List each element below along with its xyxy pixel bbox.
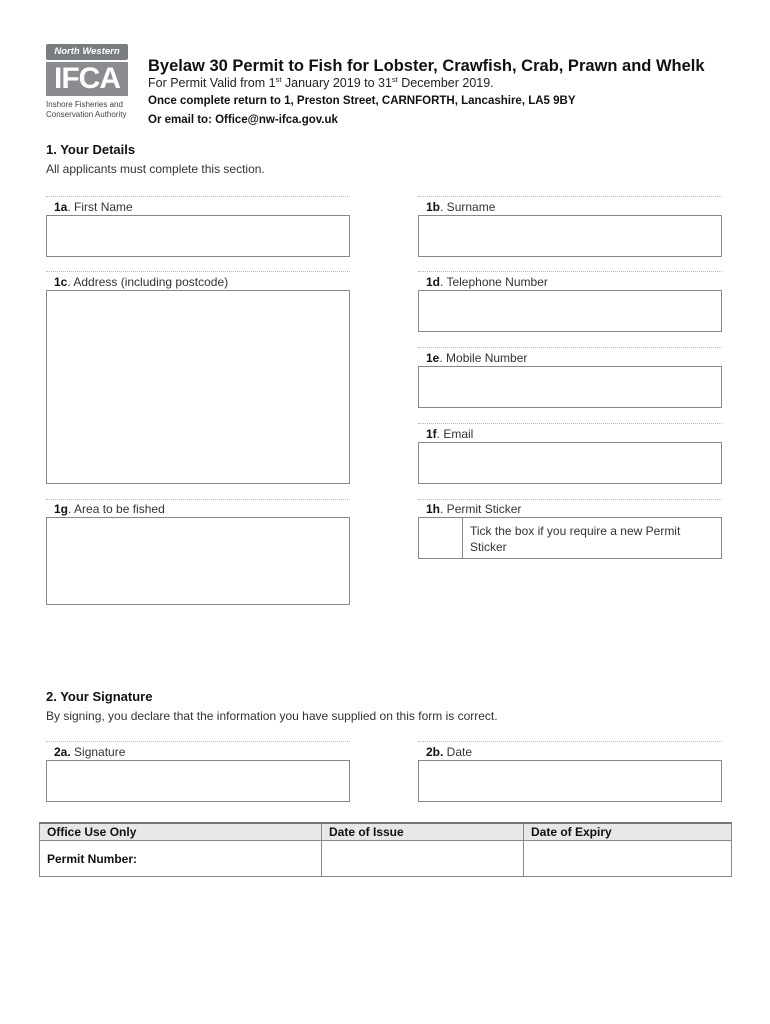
permit-number-cell: Permit Number: xyxy=(40,841,322,877)
first-name-field[interactable] xyxy=(46,215,350,257)
area-field[interactable] xyxy=(46,517,350,605)
signature-field[interactable] xyxy=(46,760,350,802)
divider xyxy=(46,271,350,272)
divider xyxy=(418,196,722,197)
date-of-issue-cell[interactable] xyxy=(322,841,524,877)
return-address: Once complete return to 1, Preston Street, CARNFORTH, Lancashire, LA5 9BY xyxy=(148,95,576,107)
date-of-expiry-header: Date of Expiry xyxy=(524,823,732,841)
logo-banner: North Western xyxy=(46,44,128,60)
first-name-label: 1a. First Name xyxy=(54,200,133,214)
office-use-header: Office Use Only xyxy=(40,823,322,841)
date-field[interactable] xyxy=(418,760,722,802)
address-field[interactable] xyxy=(46,290,350,484)
logo-subtitle: Inshore Fisheries and Conservation Authority xyxy=(46,100,127,119)
divider xyxy=(418,423,722,424)
sticker-label: 1h. Permit Sticker xyxy=(426,502,522,516)
telephone-field[interactable] xyxy=(418,290,722,332)
section1-intro: All applicants must complete this section. xyxy=(46,162,265,176)
divider xyxy=(418,271,722,272)
office-use-table xyxy=(39,822,732,877)
section2-heading: 2. Your Signature xyxy=(46,689,153,704)
date-label: 2b. Date xyxy=(426,745,473,759)
permit-sticker-checkbox[interactable] xyxy=(419,518,463,558)
signature-label: 2a. Signature xyxy=(54,745,126,759)
area-label: 1g. Area to be fished xyxy=(54,502,165,516)
address-label: 1c. Address (including postcode) xyxy=(54,275,229,289)
divider xyxy=(418,741,722,742)
divider xyxy=(46,196,350,197)
form-title: Byelaw 30 Permit to Fish for Lobster, Crawfish, Crab, Prawn and Whelk xyxy=(148,57,705,75)
section2-intro: By signing, you declare that the information you have supplied on this form is correct. xyxy=(46,709,498,723)
logo-wordmark: IFCA xyxy=(46,62,128,96)
email-line: Or email to: Office@nw-ifca.gov.uk xyxy=(148,114,338,126)
ifca-logo xyxy=(46,44,128,126)
permit-sticker-text: Tick the box if you require a new Permit Sticker xyxy=(470,524,681,554)
mobile-field[interactable] xyxy=(418,366,722,408)
surname-label: 1b. Surname xyxy=(426,200,496,214)
email-label: 1f. Email xyxy=(426,427,474,441)
permit-sticker-box xyxy=(418,517,722,559)
divider xyxy=(46,499,350,500)
divider xyxy=(418,347,722,348)
validity-line: For Permit Valid from 1st January 2019 to 31st December 2019. xyxy=(148,75,494,91)
divider xyxy=(46,741,350,742)
telephone-label: 1d. Telephone Number xyxy=(426,275,548,289)
email-field[interactable] xyxy=(418,442,722,484)
divider xyxy=(418,499,722,500)
date-of-expiry-cell[interactable] xyxy=(524,841,732,877)
mobile-label: 1e. Mobile Number xyxy=(426,351,528,365)
surname-field[interactable] xyxy=(418,215,722,257)
date-of-issue-header: Date of Issue xyxy=(322,823,524,841)
section1-heading: 1. Your Details xyxy=(46,142,136,157)
